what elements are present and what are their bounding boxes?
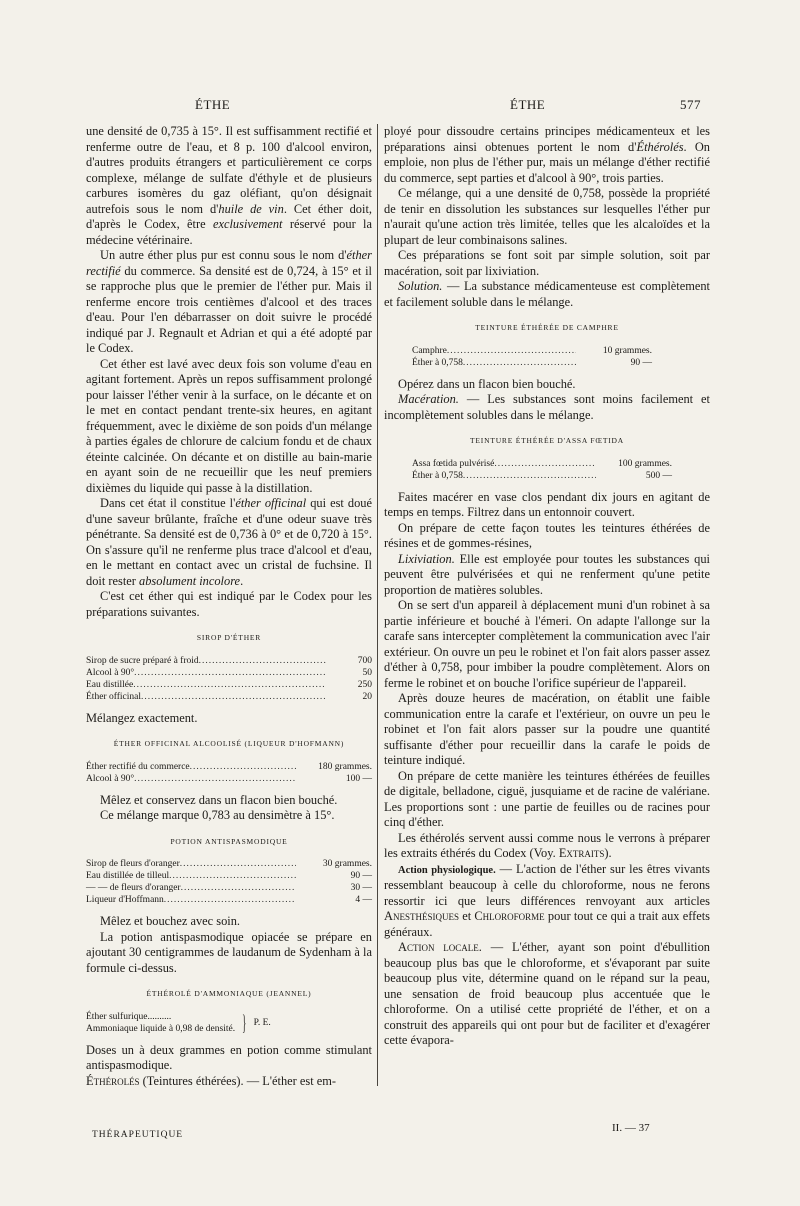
paragraph: Macération. — Les substances sont moins facilement et incomplètement solubles dans le mélange. (384, 392, 710, 422)
running-head-center: ÉTHE (510, 97, 546, 112)
paragraph: On se sert d'un appareil à déplacement muni d'un robinet à sa partie inférieure et bouché à l'émeri. On adapte l'allonge sur la carafe sans intercepter complètement la communication avec l'air extérieur. On ouvre un peu le robinet et l'on fait alors passer assez d'éther à 0,758, pour imbiber la poudre complètement. Alors on ferme le robinet et on bouche l'orifice supérieur de l'appareil. (384, 598, 710, 690)
recipe-row: Eau distillée de tilleul ..... 90 — (86, 870, 372, 882)
paragraph: On prépare de cette façon toutes les teintures éthérées de résines et de gommes-résines, (384, 520, 710, 550)
recipe-row: Sirop de sucre préparé à froid ..... 700 (86, 655, 372, 667)
paragraph: Les éthérolés servent aussi comme nous le verrons à préparer les extraits éthérés du Codex (Voy. Extraits). (384, 830, 710, 860)
footer-signature: THÉRAPEUTIQUE (92, 1130, 184, 1140)
paragraph: Faites macérer en vase clos pendant dix jours en agitant de temps en temps. Filtrez dans un entonnoir couvert. (384, 489, 710, 519)
recipe-row: Alcool à 90° ..... 100 — (86, 773, 372, 785)
paragraph: Mêlez et conservez dans un flacon bien bouché. (100, 792, 338, 807)
recipe-row: Éther à 0,758 ..... 500 — (412, 470, 672, 482)
column-divider (377, 124, 378, 1086)
paragraph: On prépare de cette manière les teintures éthérées de feuilles de digitale, belladone, ciguë, jusquiame et de racine de valériane. Les proportions sont : une partie de feuilles ou de racines pour cinq d'éther. (384, 768, 710, 829)
paragraph: Un autre éther plus pur est connu sous le nom d'éther rectifié du commerce. Sa densité est de 0,724, à 15° et il se rapproche plus que le premier de l'éther pur. Mais il renferme encore trois centièmes d'alcool et des traces d'eau. Pour l'en débarrasser on doit suivre le procédé indiqué par J. Regnault et Adrian et qui a été adopté par le Codex. (86, 248, 372, 355)
recipe-title: ÉTHER OFFICINAL ALCOOLISÉ (LIQUEUR D'HOFMANN) (113, 739, 345, 748)
recipe-row: — — de fleurs d'oranger ..... 30 — (86, 882, 372, 894)
paragraph: Ce mélange, qui a une densité de 0,758, possède la propriété de tenir en dissolution les substances sur lesquelles l'éther pur n'aurait qu'une action très limitée, telles que les alcaloïdes et la plupart de leur combinaisons salines. (384, 186, 710, 247)
right-column (384, 124, 710, 1049)
recipe-title: ÉTHÉROLÉ D'AMMONIAQUE (JEANNEL) (146, 989, 312, 998)
paragraph: Action locale. — L'éther, ayant son point d'ébullition beaucoup plus bas que le chloroforme, et s'évaporant par suite beaucoup plus vite, détermine quand on le répand sur la peau, une sensation de froid beaucoup plus accentuée que le chloroforme. On a utilisé cette propriété de l'éther, et on a construit des appareils qui ont pour but de faciliter et d'exagérer cette évapora- (384, 940, 710, 1047)
paragraph: Doses un à deux grammes en potion comme stimulant antispasmodique. (86, 1042, 372, 1072)
recipe-assa-foetida (412, 458, 672, 482)
recipe-camphre (412, 345, 652, 369)
paragraph: ployé pour dissoudre certains principes médicamenteux et les préparations ainsi obtenues portent le nom d'Éthérolés. On emploie, non plus de l'éther pur, mais un mélange d'éther rectifié du commerce, sept parties et d'alcool à 90°, trois parties. (384, 124, 710, 185)
recipe-qty: P. E. (253, 1017, 271, 1028)
recipe-line: Éther sulfurique.......... (86, 1011, 172, 1022)
recipe-row: Éther rectifié du commerce ..... 180 grammes. (86, 761, 372, 773)
paragraph: Solution. — La substance médicamenteuse est complètement et facilement soluble dans le mélange. (384, 279, 710, 309)
paragraph: Éthérolés (Teintures éthérées). — L'éther est em- (86, 1073, 337, 1088)
recipe-row: Éther à 0,758 ..... 90 — (412, 357, 652, 369)
recipe-line: Ammoniaque liquide à 0,98 de densité. (86, 1023, 236, 1034)
recipe-title: TEINTURE ÉTHÉRÉE DE CAMPHRE (475, 323, 619, 332)
paragraph: C'est cet éther qui est indiqué par le Codex pour les préparations suivantes. (86, 589, 372, 619)
paragraph: Opérez dans un flacon bien bouché. (398, 376, 576, 391)
paragraph: Ce mélange marque 0,783 au densimètre à 15°. (100, 808, 335, 822)
footer-sheet-mark: II. — 37 (612, 1122, 650, 1134)
paragraph: Après douze heures de macération, on établit une faible communication entre la carafe et l'extérieur, on ouvre un peu le robinet et l'on fait alors passer sur la poudre une quantité suffisante d'éther pour recueillir dans la carafe le poids de teinture indiqué. (384, 691, 710, 767)
brace-glyph: } (242, 1009, 247, 1035)
recipe-sirop (86, 655, 372, 703)
recipe-row: Sirop de fleurs d'oranger ..... 30 grammes. (86, 858, 372, 870)
paragraph: Mêlez et bouchez avec soin. (100, 914, 241, 928)
recipe-title: POTION ANTISPASMODIQUE (170, 836, 288, 846)
recipe-row: Liqueur d'Hoffmann ..... 4 — (86, 894, 372, 906)
left-column (86, 124, 372, 1089)
paragraph: Dans cet état il constitue l'éther officinal qui est doué d'une saveur brûlante, fraîche et d'une odeur suave très pénétrante. Sa densité est de 0,736 à 0° et de 0,720 à 15°. On s'assure qu'il ne renferme plus trace d'alcool et d'eau, en le mettant en contact avec un cristal de fuchsine. Il doit rester absolument incolore. (86, 496, 372, 588)
page-number: 577 (680, 97, 701, 112)
paragraph: Cet éther est lavé avec deux fois son volume d'eau en agitant fortement. Après un repos suffisamment prolongé pour laisser l'éther venir à la surface, on le décante et on le met en contact pendant trente-six heures, en agitant fréquemment, avec le dixième de son poids d'un mélange à parties égales de chlorure de calcium fondu et de chaux éteinte calcinée. On décante et on distille au bain-marie en ayant soin de ne recueillir que les neuf premiers dixièmes du liquide qui passe à la distillation. (86, 356, 372, 495)
recipe-row: Éther officinal ..... 20 (86, 691, 372, 703)
recipe-potion (86, 858, 372, 906)
paragraph: Lixiviation. Elle est employée pour toutes les substances qui peuvent être pulvérisées et qui ne renferment qu'une petite proportion de matières solubles. (384, 551, 710, 597)
paragraph: Ces préparations se font soit par simple solution, soit par macération, soit par lixiviation. (384, 248, 710, 278)
paragraph: Action physiologique. — L'action de l'éther sur les êtres vivants ressemblant beaucoup à celle du chloroforme, nous ne ferons ressortir ici que leurs différences renvoyant aux articles Anesthésiques et Chloroforme pour tout ce qui a trait aux effets généraux. (384, 861, 710, 939)
paragraph: Mélangez exactement. (86, 710, 198, 725)
recipe-row: Eau distillée ..... 250 (86, 679, 372, 691)
recipe-row: Assa fœtida pulvérisé ..... 100 grammes. (412, 458, 672, 470)
running-head-left: ÉTHE (195, 97, 231, 112)
recipe-hofmann (86, 761, 372, 785)
recipe-title: SIROP D'ÉTHER (196, 633, 262, 642)
paragraph: La potion antispasmodique opiacée se prépare en ajoutant 30 centigrammes de laudanum de Sydenham à la formule ci-dessus. (86, 929, 372, 975)
recipe-ammoniaque (86, 1011, 372, 1035)
recipe-row: Alcool à 90° ..... 50 (86, 667, 372, 679)
paragraph: une densité de 0,735 à 15°. Il est suffisamment rectifié et renferme outre de l'eau, et 8 p. 100 d'alcool environ, d'autres produits étrangers et particulièrement ce corps complexe, mélange de sulfate d'éthyle et de plusieurs carbures isomères du gaz oléfiant, qu'on désignait autrefois sous le nom d'huile de vin. Cet éther doit, d'après le Codex, être exclusivement réservé pour la médecine vétérinaire. (86, 124, 372, 247)
recipe-row: Camphre ..... 10 grammes. (412, 345, 652, 357)
recipe-title: TEINTURE ÉTHÉRÉE D'ASSA FŒTIDA (470, 436, 624, 445)
